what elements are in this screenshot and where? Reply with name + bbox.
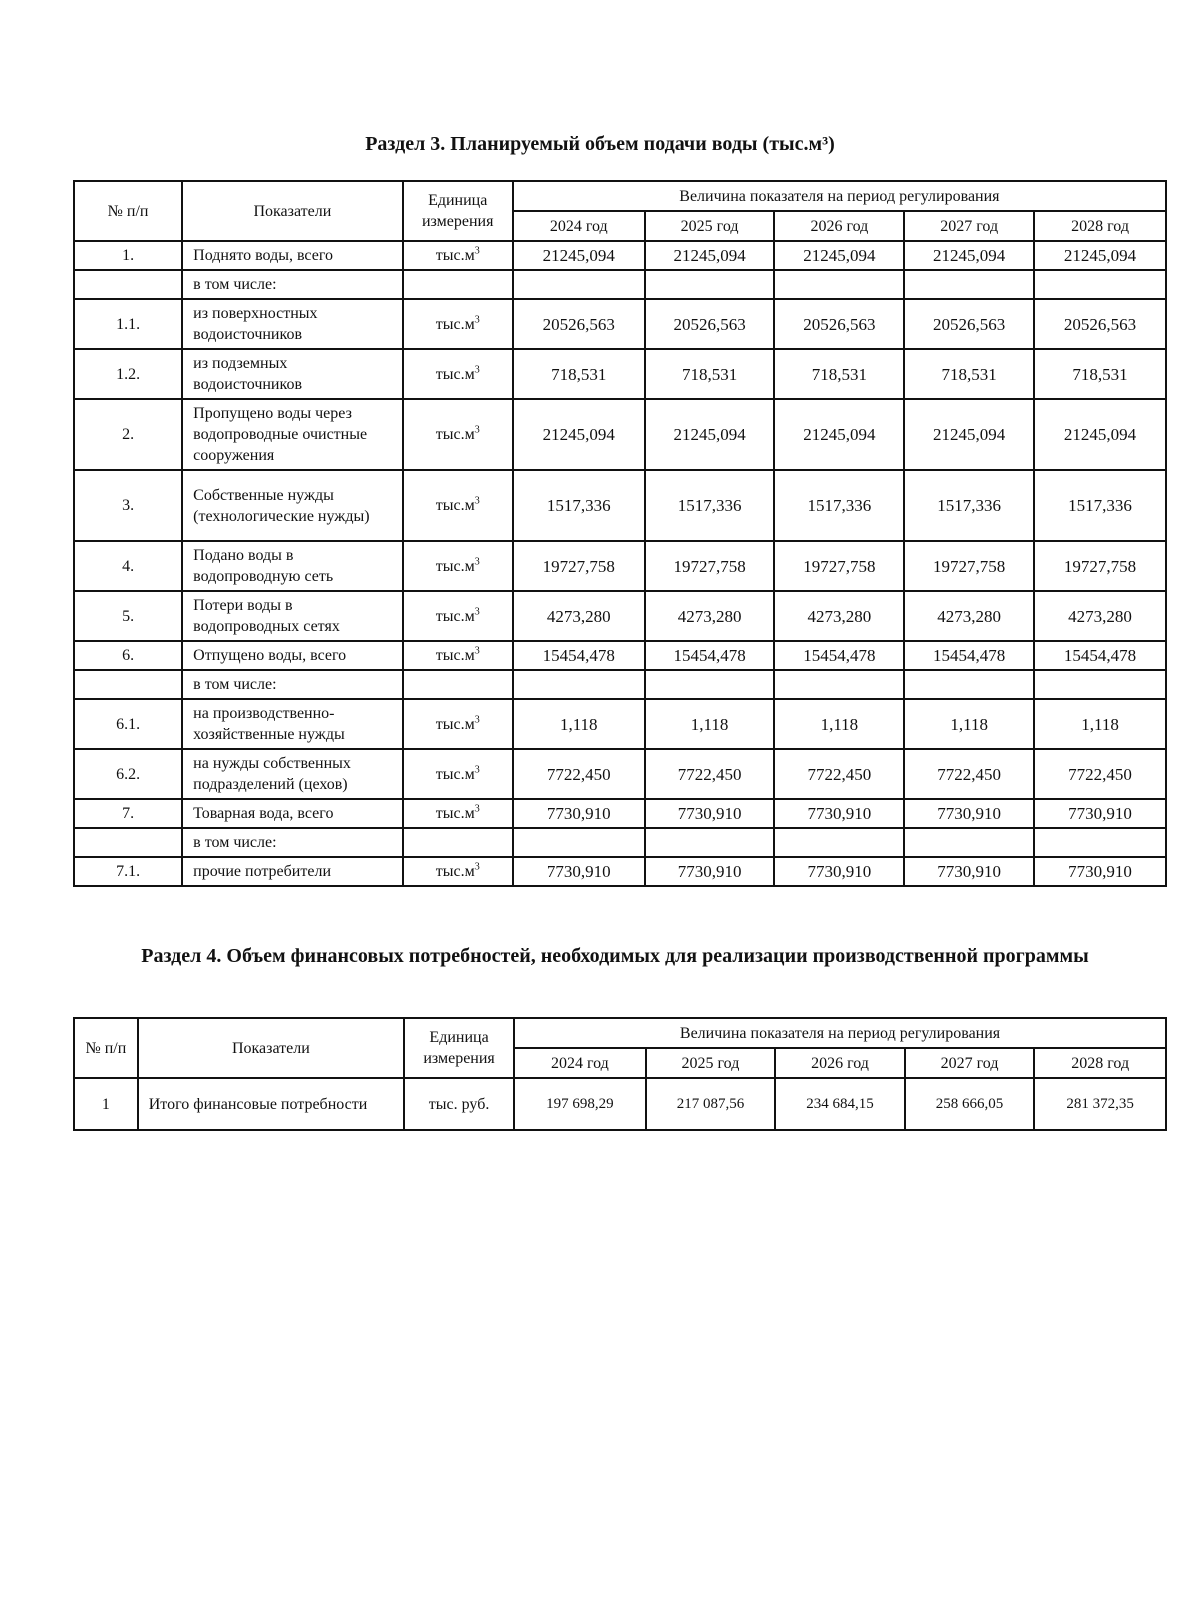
table-row — [74, 241, 1166, 270]
header-num: № п/п — [74, 1018, 138, 1078]
row-indicator: прочие потребители — [182, 857, 402, 886]
row-number: 2. — [74, 399, 182, 470]
section3-title: Раздел 3. Планируемый объем подачи воды (тыс.м³) — [365, 133, 835, 155]
row-value: 7730,910 — [1034, 857, 1166, 886]
row-value: 718,531 — [645, 349, 775, 399]
header-year: 2025 год — [645, 211, 775, 241]
row-value — [513, 270, 645, 299]
row-value: 7722,450 — [774, 749, 904, 799]
header-year: 2028 год — [1034, 1048, 1166, 1078]
unit-text: тыс.м — [435, 863, 475, 880]
header-year: 2028 год — [1034, 211, 1166, 241]
row-value: 21245,094 — [645, 399, 775, 470]
unit-text: тыс.м — [435, 497, 475, 514]
row-unit — [403, 799, 513, 828]
row-value — [645, 828, 775, 857]
row-value — [645, 270, 775, 299]
row-number — [74, 828, 182, 857]
table-row — [74, 670, 1166, 699]
unit-exponent: 3 — [474, 606, 480, 618]
financial-needs-table — [73, 1017, 1167, 1131]
row-value: 21245,094 — [513, 399, 645, 470]
unit-text: тыс.м — [435, 805, 475, 822]
table-row — [74, 799, 1166, 828]
row-indicator: Собственные нужды (технологические нужды) — [182, 470, 402, 541]
row-value — [513, 828, 645, 857]
row-unit — [403, 641, 513, 670]
unit-exponent: 3 — [474, 803, 480, 815]
row-value: 7722,450 — [904, 749, 1034, 799]
row-indicator: на нужды собственных подразделений (цехов) — [182, 749, 402, 799]
row-value: 1,118 — [904, 699, 1034, 749]
row-value: 1,118 — [1034, 699, 1166, 749]
row-unit — [403, 470, 513, 541]
row-unit — [403, 349, 513, 399]
row-value — [904, 828, 1034, 857]
row-number — [74, 670, 182, 699]
row-indicator: в том числе: — [182, 270, 402, 299]
row-unit — [403, 541, 513, 591]
row-value: 1517,336 — [513, 470, 645, 541]
header-year: 2025 год — [646, 1048, 776, 1078]
header-year: 2024 год — [514, 1048, 646, 1078]
header-year: 2026 год — [775, 1048, 905, 1078]
row-value: 4273,280 — [1034, 591, 1166, 641]
row-value: 7730,910 — [645, 857, 775, 886]
row-value: 4273,280 — [513, 591, 645, 641]
row-number: 6. — [74, 641, 182, 670]
table-row — [74, 828, 1166, 857]
table-row — [74, 1078, 1166, 1130]
table-row — [74, 270, 1166, 299]
row-value: 21245,094 — [774, 399, 904, 470]
row-unit — [403, 749, 513, 799]
row-value: 4273,280 — [774, 591, 904, 641]
row-value — [774, 270, 904, 299]
row-value: 4273,280 — [904, 591, 1034, 641]
row-indicator: Поднято воды, всего — [182, 241, 402, 270]
row-number: 7. — [74, 799, 182, 828]
row-value: 19727,758 — [774, 541, 904, 591]
header-unit: Единица измерения — [403, 181, 513, 241]
table-row — [74, 299, 1166, 349]
row-indicator: на производственно-хозяйственные нужды — [182, 699, 402, 749]
row-value — [1034, 270, 1166, 299]
unit-exponent: 3 — [474, 245, 480, 257]
row-number: 4. — [74, 541, 182, 591]
section4-title: Раздел 4. Объем финансовых потребностей, необходимых для реализации производственной программы — [141, 945, 1089, 967]
row-value — [645, 670, 775, 699]
row-value: 7722,450 — [513, 749, 645, 799]
row-number: 1.1. — [74, 299, 182, 349]
row-value — [904, 670, 1034, 699]
row-value — [904, 270, 1034, 299]
header-indicator: Показатели — [182, 181, 402, 241]
row-value: 21245,094 — [904, 399, 1034, 470]
row-value: 19727,758 — [513, 541, 645, 591]
header-unit: Единица измерения — [404, 1018, 514, 1078]
unit-exponent: 3 — [474, 556, 480, 568]
row-value: 7730,910 — [904, 799, 1034, 828]
row-value: 20526,563 — [645, 299, 775, 349]
row-number: 1 — [74, 1078, 138, 1130]
unit-exponent: 3 — [474, 861, 480, 873]
unit-text: тыс.м — [435, 765, 475, 783]
row-value: 718,531 — [904, 349, 1034, 399]
unit-exponent: 3 — [474, 645, 480, 657]
row-value: 258 666,05 — [905, 1078, 1035, 1130]
row-number: 3. — [74, 470, 182, 541]
unit-text: тыс.м — [435, 247, 475, 264]
header-year: 2026 год — [774, 211, 904, 241]
row-value: 15454,478 — [904, 641, 1034, 670]
row-value: 281 372,35 — [1034, 1078, 1166, 1130]
table-row — [74, 641, 1166, 670]
header-period: Величина показателя на период регулирования — [513, 181, 1166, 211]
row-value: 15454,478 — [1034, 641, 1166, 670]
unit-text: тыс.м — [435, 715, 475, 733]
row-value: 1,118 — [513, 699, 645, 749]
unit-exponent: 3 — [474, 495, 480, 507]
row-value: 1517,336 — [645, 470, 775, 541]
table-row — [74, 699, 1166, 749]
header-period: Величина показателя на период регулирования — [514, 1018, 1166, 1048]
unit-exponent: 3 — [474, 364, 480, 376]
row-value: 1517,336 — [1034, 470, 1166, 541]
unit-text: тыс.м — [435, 315, 475, 333]
unit-exponent: 3 — [474, 424, 480, 436]
row-unit — [403, 857, 513, 886]
row-number — [74, 270, 182, 299]
header-num: № п/п — [74, 181, 182, 241]
row-unit — [403, 828, 513, 857]
row-value: 7730,910 — [645, 799, 775, 828]
header-year: 2024 год — [513, 211, 645, 241]
table-row — [74, 399, 1166, 470]
row-value: 234 684,15 — [775, 1078, 905, 1130]
row-value: 7730,910 — [513, 799, 645, 828]
row-unit — [403, 299, 513, 349]
row-value — [1034, 670, 1166, 699]
row-value: 718,531 — [1034, 349, 1166, 399]
header-year: 2027 год — [904, 211, 1034, 241]
table-row — [74, 470, 1166, 541]
row-value: 21245,094 — [1034, 241, 1166, 270]
row-value: 7730,910 — [904, 857, 1034, 886]
row-value: 15454,478 — [513, 641, 645, 670]
row-value: 20526,563 — [774, 299, 904, 349]
row-indicator: из подземных водоисточников — [182, 349, 402, 399]
row-value: 1517,336 — [774, 470, 904, 541]
table-row — [74, 541, 1166, 591]
row-value: 20526,563 — [904, 299, 1034, 349]
unit-exponent: 3 — [474, 764, 480, 776]
row-indicator: Пропущено воды через водопроводные очистные сооружения — [182, 399, 402, 470]
unit-exponent: 3 — [474, 714, 480, 726]
row-value: 7730,910 — [513, 857, 645, 886]
row-value: 7730,910 — [774, 857, 904, 886]
row-value: 19727,758 — [645, 541, 775, 591]
row-indicator: в том числе: — [182, 828, 402, 857]
row-value — [774, 828, 904, 857]
row-value — [774, 670, 904, 699]
row-value — [1034, 828, 1166, 857]
row-value: 20526,563 — [1034, 299, 1166, 349]
row-number: 6.2. — [74, 749, 182, 799]
row-value: 21245,094 — [904, 241, 1034, 270]
unit-text: тыс.м — [435, 365, 475, 383]
row-number: 5. — [74, 591, 182, 641]
row-value: 7730,910 — [1034, 799, 1166, 828]
row-value: 718,531 — [513, 349, 645, 399]
unit-text: тыс.м — [435, 647, 475, 664]
unit-text: тыс.м — [435, 426, 475, 443]
unit-text: тыс.м — [435, 607, 475, 625]
row-value: 1517,336 — [904, 470, 1034, 541]
table-row — [74, 749, 1166, 799]
row-indicator: Итого финансовые потребности — [138, 1078, 404, 1130]
row-value: 19727,758 — [904, 541, 1034, 591]
row-indicator: в том числе: — [182, 670, 402, 699]
row-value: 7722,450 — [1034, 749, 1166, 799]
row-value: 15454,478 — [645, 641, 775, 670]
row-unit — [403, 399, 513, 470]
row-indicator: из поверхностных водоисточников — [182, 299, 402, 349]
row-value: 1,118 — [645, 699, 775, 749]
row-unit — [403, 270, 513, 299]
header-indicator: Показатели — [138, 1018, 404, 1078]
row-value: 7722,450 — [645, 749, 775, 799]
row-value: 718,531 — [774, 349, 904, 399]
row-value: 19727,758 — [1034, 541, 1166, 591]
row-indicator: Отпущено воды, всего — [182, 641, 402, 670]
row-unit — [403, 670, 513, 699]
water-supply-table — [73, 180, 1167, 887]
row-value: 7730,910 — [774, 799, 904, 828]
row-number: 1.2. — [74, 349, 182, 399]
unit-text: тыс.м — [435, 557, 475, 575]
row-value — [513, 670, 645, 699]
row-unit — [403, 699, 513, 749]
table-row — [74, 857, 1166, 886]
row-unit: тыс. руб. — [404, 1078, 514, 1130]
row-value: 21245,094 — [645, 241, 775, 270]
header-year: 2027 год — [905, 1048, 1035, 1078]
row-value: 20526,563 — [513, 299, 645, 349]
table-row — [74, 349, 1166, 399]
row-number: 7.1. — [74, 857, 182, 886]
row-value: 15454,478 — [774, 641, 904, 670]
table-row — [74, 591, 1166, 641]
row-unit — [403, 241, 513, 270]
row-value: 21245,094 — [513, 241, 645, 270]
row-value: 21245,094 — [774, 241, 904, 270]
row-indicator: Подано воды в водопроводную сеть — [182, 541, 402, 591]
row-value: 4273,280 — [645, 591, 775, 641]
row-indicator: Потери воды в водопроводных сетях — [182, 591, 402, 641]
row-value: 21245,094 — [1034, 399, 1166, 470]
row-value: 197 698,29 — [514, 1078, 646, 1130]
row-number: 6.1. — [74, 699, 182, 749]
row-value: 217 087,56 — [646, 1078, 776, 1130]
unit-exponent: 3 — [474, 314, 480, 326]
row-unit — [403, 591, 513, 641]
row-indicator: Товарная вода, всего — [182, 799, 402, 828]
row-value: 1,118 — [774, 699, 904, 749]
row-number: 1. — [74, 241, 182, 270]
